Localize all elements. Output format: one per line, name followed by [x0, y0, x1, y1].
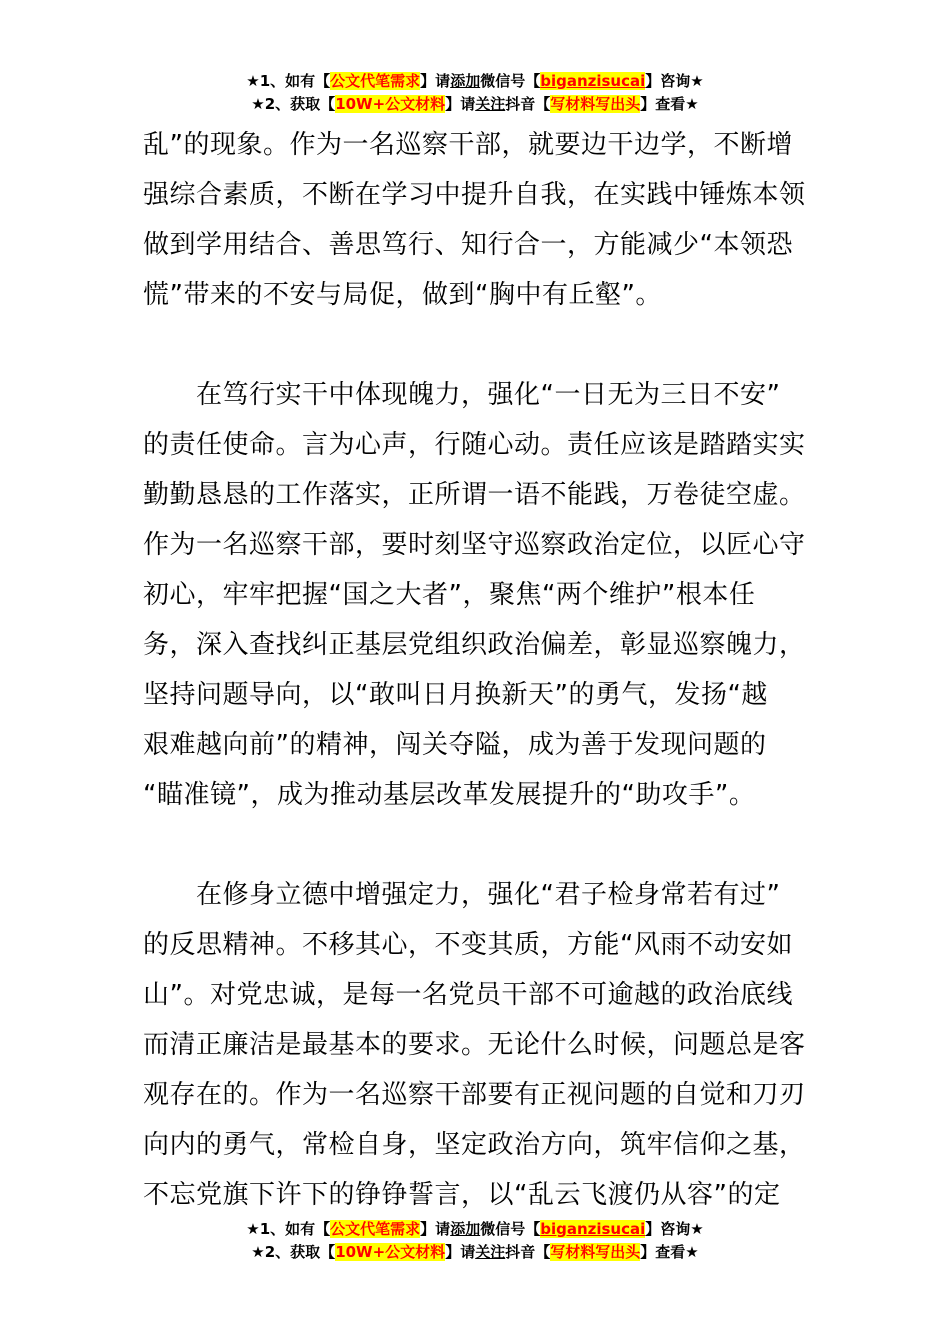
promo-douyin-account: 写材料写出头: [550, 1243, 641, 1261]
body-line: 观存在的。作为一名巡察干部要有正视问题的自觉和刀刃: [143, 1080, 806, 1110]
body-line: 务，深入查找纠正基层党组织政治偏差，彰显巡察魄力，: [143, 630, 806, 660]
body-line: “瞄准镜”，成为推动基层改革发展提升的“助攻手”。: [143, 780, 756, 810]
footer-promo-banner: [0, 1218, 950, 1264]
promo-highlight-materials: 10W+公文材料: [335, 95, 446, 113]
promo-highlight-writing-service: 公文代笔需求: [330, 72, 421, 90]
header-promo-banner: [0, 70, 950, 116]
body-line: 山”。对党忠诚，是每一名党员干部不可逾越的政治底线: [143, 980, 793, 1010]
promo-douyin-account: 写材料写出头: [550, 95, 641, 113]
promo-wechat-id-link[interactable]: biganzisucai: [540, 1220, 646, 1238]
body-line: 作为一名巡察干部，要时刻坚守巡察政治定位，以匠心守: [143, 530, 806, 560]
promo-highlight-writing-service: 公文代笔需求: [330, 1220, 421, 1238]
promo-line-1: ★1、如有【公文代笔需求】请添加微信号【biganzisucai】咨询★: [246, 72, 704, 90]
body-line: 乱”的现象。作为一名巡察干部，就要边干边学，不断增: [143, 130, 793, 160]
body-line: 的反思精神。不移其心，不变其质，方能“风雨不动安如: [143, 930, 793, 960]
body-line: 的责任使命。言为心声，行随心动。责任应该是踏踏实实: [143, 430, 806, 460]
body-line: 向内的勇气，常检自身，坚定政治方向，筑牢信仰之基，: [143, 1130, 806, 1160]
body-line: 勤勤恳恳的工作落实，正所谓一语不能践，万卷徒空虚。: [143, 480, 806, 510]
body-line: 做到学用结合、善思笃行、知行合一，方能减少“本领恐: [143, 230, 793, 260]
body-line: 不忘党旗下许下的铮铮誓言，以“乱云飞渡仍从容”的定: [143, 1180, 781, 1210]
promo-highlight-materials: 10W+公文材料: [335, 1243, 446, 1261]
body-line: 而清正廉洁是最基本的要求。无论什么时候，问题总是客: [143, 1030, 806, 1060]
promo-wechat-id-link[interactable]: biganzisucai: [540, 72, 646, 90]
promo-line-2: ★2、获取【10W+公文材料】请关注抖音【写材料写出头】查看★: [251, 1243, 699, 1261]
document-body: [143, 120, 811, 1220]
promo-line-1: ★1、如有【公文代笔需求】请添加微信号【biganzisucai】咨询★: [246, 1220, 704, 1238]
body-line: 在笃行实干中体现魄力，强化“一日无为三日不安”: [143, 380, 781, 410]
body-line: 艰难越向前”的精神，闯关夺隘，成为善于发现问题的: [143, 730, 767, 760]
body-line: 强综合素质，不断在学习中提升自我，在实践中锤炼本领: [143, 180, 806, 210]
body-line: 慌”带来的不安与局促，做到“胸中有丘壑”。: [143, 280, 662, 310]
paragraph-gap: [143, 820, 811, 870]
body-line: 初心，牢牢把握“国之大者”，聚焦“两个维护”根本任: [143, 580, 756, 610]
body-line: 在修身立德中增强定力，强化“君子检身常若有过”: [143, 880, 781, 910]
promo-line-2: ★2、获取【10W+公文材料】请关注抖音【写材料写出头】查看★: [251, 95, 699, 113]
body-line: 坚持问题导向，以“敢叫日月换新天”的勇气，发扬“越: [143, 680, 768, 710]
paragraph-gap: [143, 320, 811, 370]
